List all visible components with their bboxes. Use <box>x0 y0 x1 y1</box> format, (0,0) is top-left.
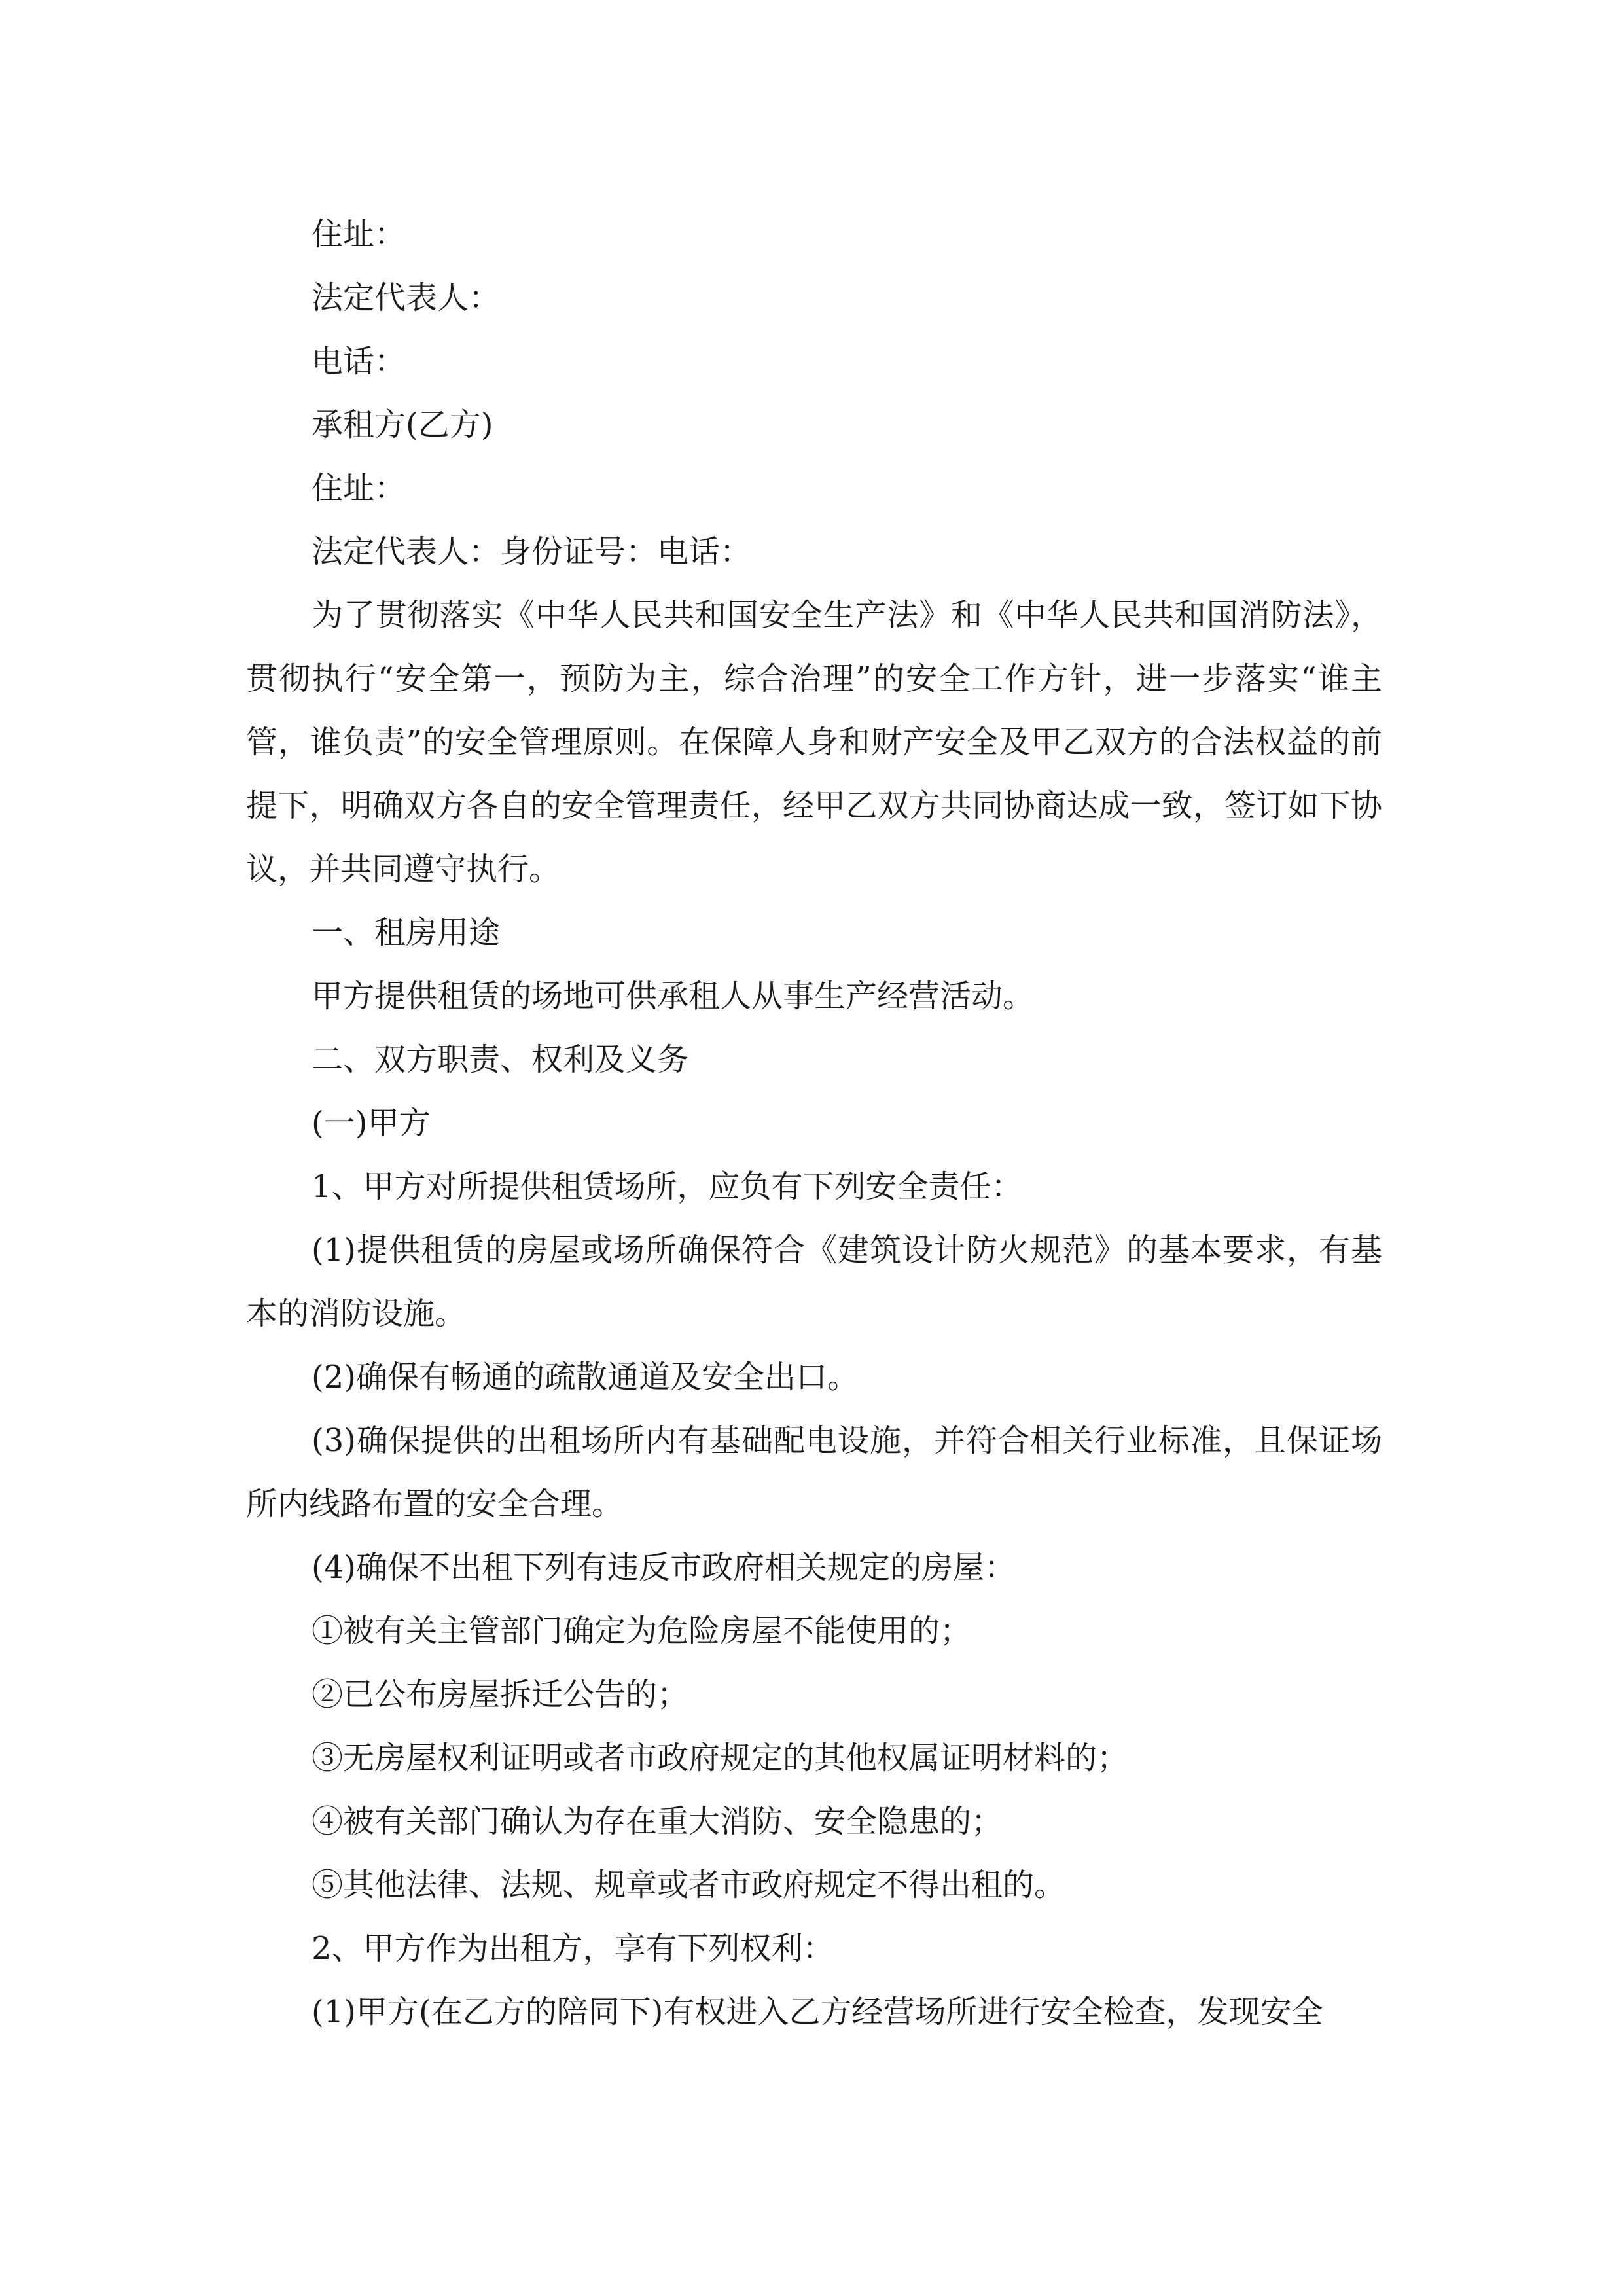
clause-1-item-4-sub-1: ①被有关主管部门确定为危险房屋不能使用的； <box>312 1613 972 1649</box>
document-body <box>246 203 1382 2044</box>
lessor-legal-rep-label: 法定代表人： <box>312 279 501 316</box>
clause-1-item-1: (1)提供租赁的房屋或场所确保符合《建筑设计防火规范》的基本要求，有基本的消防设施。 <box>246 1232 1382 1332</box>
clause-1-item-4-sub-5: ⑤其他法律、法规、规章或者市政府规定不得出租的。 <box>312 1867 1066 1903</box>
lessor-address-label: 住址： <box>312 216 406 253</box>
purpose-paragraph: 甲方提供租赁的场地可供承租人从事生产经营活动。 <box>312 978 1035 1014</box>
clause-1-item-3: (3)确保提供的出租场所内有基础配电设施，并符合相关行业标准，且保证场所内线路布置的安全合理。 <box>246 1422 1382 1522</box>
clause-1-item-4-sub-3: ③无房屋权利证明或者市政府规定的其他权属证明材料的； <box>312 1740 1129 1776</box>
subsection-heading-party-a: (一)甲方 <box>312 1105 431 1141</box>
lessee-address-label: 住址： <box>312 470 406 507</box>
clause-1-item-4-sub-4: ④被有关部门确认为存在重大消防、安全隐患的； <box>312 1803 1003 1840</box>
clause-2: 2、甲方作为出租方，享有下列权利： <box>312 1930 834 1967</box>
section-heading-duties: 二、双方职责、权利及义务 <box>312 1041 689 1078</box>
clause-2-item-1: (1)甲方(在乙方的陪同下)有权进入乙方经营场所进行安全检查，发现安全 <box>312 1994 1323 2030</box>
clause-1-item-4-sub-2: ②已公布房屋拆迁公告的； <box>312 1676 689 1713</box>
clause-1-item-4: (4)确保不出租下列有违反市政府相关规定的房屋： <box>312 1549 1016 1586</box>
clause-1-item-2: (2)确保有畅通的疏散通道及安全出口。 <box>312 1359 859 1395</box>
section-heading-purpose: 一、租房用途 <box>312 914 501 951</box>
lessor-phone-label: 电话： <box>312 343 406 380</box>
lessee-heading: 承租方(乙方) <box>312 406 493 443</box>
lessee-legal-rep-line: 法定代表人：身份证号：电话： <box>312 533 752 570</box>
preamble-paragraph: 为了贯彻落实《中华人民共和国安全生产法》和《中华人民共和国消防法》，贯彻执行“安全第一，预防为主，综合治理”的安全工作方针，进一步落实“谁主管，谁负责”的安全管理原则。在保障人身和财产安全及甲乙双方的合法权益的前提下，明确双方各自的安全管理责任，经甲乙双方共同协商达成一致，签订如下协议，并共同遵守执行。 <box>246 597 1382 888</box>
clause-1: 1、甲方对所提供租赁场所，应负有下列安全责任： <box>312 1168 1023 1205</box>
